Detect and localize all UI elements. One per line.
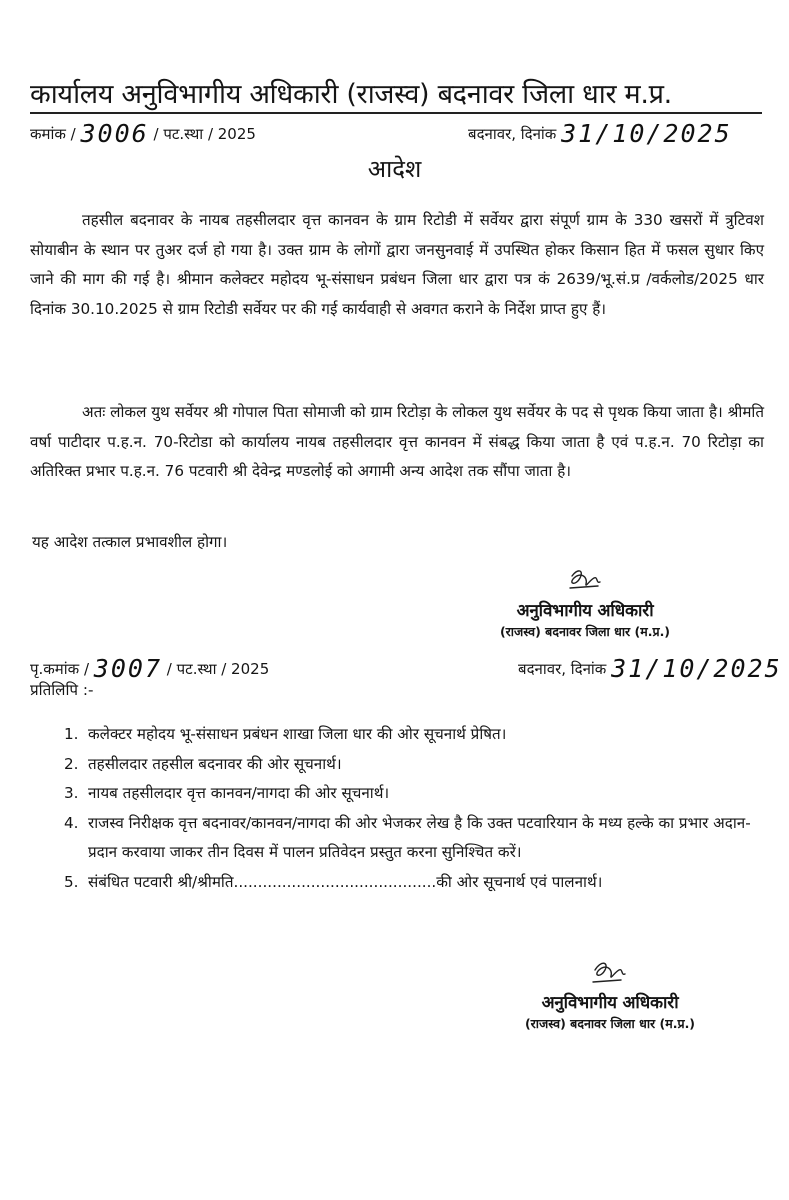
list-item-text: कलेक्टर महोदय भू-संसाधन प्रबंधन शाखा जिला धार की ओर सूचनार्थ प्रेषित। <box>88 725 507 743</box>
copy-reference-number-group <box>30 654 269 683</box>
reference-number-group <box>30 119 256 148</box>
office-title: कार्यालय अनुविभागीय अधिकारी (राजस्व) बदनावर जिला धार म.प्र. <box>30 78 762 114</box>
copy-recipients-list <box>64 720 766 897</box>
list-item-number: 2. <box>64 754 79 773</box>
signature-scribble-icon <box>575 958 645 990</box>
handwritten-date: 31/10/2025 <box>561 119 732 148</box>
signatory-office: (राजस्व) बदनावर जिला धार (म.प्र.) <box>524 1016 696 1031</box>
copy-place-date-group <box>518 654 782 683</box>
signature-block-2 <box>480 958 740 1032</box>
copy-reference-suffix: / पट.स्था / 2025 <box>166 660 270 678</box>
reference-suffix: / पट.स्था / 2025 <box>153 125 256 143</box>
signatory-office: (राजस्व) बदनावर जिला धार (म.प्र.) <box>499 624 671 639</box>
list-item-number: 5. <box>64 872 79 891</box>
copy-reference-line <box>30 648 782 683</box>
copy-to-label: प्रतिलिपि :- <box>30 681 94 699</box>
signature-scribble-icon <box>550 566 620 598</box>
list-item-text: तहसीलदार तहसील बदनावर की ओर सूचनार्थ। <box>88 754 342 773</box>
list-item <box>64 750 766 780</box>
signature-block-1 <box>455 566 715 640</box>
list-item-text: नायब तहसीलदार वृत्त कानवन/नागदा की ओर सूचनार्थ। <box>88 784 390 802</box>
order-heading: आदेश <box>367 155 422 183</box>
list-item-number: 4. <box>64 813 79 832</box>
copy-place-date-label: बदनावर, दिनांक <box>518 660 607 678</box>
place-date-group <box>468 119 732 148</box>
place-date-label: बदनावर, दिनांक <box>468 125 557 143</box>
list-item <box>64 779 766 809</box>
handwritten-copy-reference-number: 3007 <box>93 654 163 683</box>
body-paragraph-1: तहसील बदनावर के नायब तहसीलदार वृत्त कानवन के ग्राम रिटोडी में सर्वेयर द्वारा संपूर्ण ग्राम के 330 खसरों में त्रुटिवश सोयाबीन के स्थान पर तुअर दर्ज हो गया है। उक्त ग्राम के लोगों द्वारा जनसुनवाई में उपस्थित होकर किसान हित में फसल सुधार किए जाने की माग की गई है। श्रीमान कलेक्टर महोदय भू-संसाधन प्रबंधन जिला धार द्वारा पत्र कं 2639/भू.सं.प्र /वर्कलोड/2025 धार दिनांक 30.10.2025 से ग्राम रिटोडी सर्वेयर पर की गई कार्यवाही से अवगत कराने के निर्देश प्राप्त हुए हैं। <box>30 211 764 318</box>
list-item-number: 1. <box>64 725 79 743</box>
body-paragraph-2: अतः लोकल युथ सर्वेयर श्री गोपाल पिता सोमाजी को ग्राम रिटोड़ा के लोकल युथ सर्वेयर के पद से पृथक किया जाता है। श्रीमति वर्षा पाटीदार प.ह.न. 70-रिटोडा को कार्यालय नायब तहसीलदार वृत्त कानवन में संबद्ध किया जाता है एवं प.ह.न. 70 रिटोड़ा का अतिरिक्त प्रभार प.ह.न. 76 पटवारी श्री देवेन्द्र मण्डलोई को अगामी अन्य आदेश तक सौंपा जाता है। <box>30 403 764 480</box>
handwritten-reference-number: 3006 <box>80 119 149 148</box>
list-item-text: संबंधित पटवारी श्री/श्रीमति..........................................की ओर सूचनार्थ एवं पालनार्थ। <box>88 872 603 891</box>
list-item-text: राजस्व निरीक्षक वृत्त बदनावर/कानवन/नागदा की ओर भेजकर लेख है कि उक्त पटवारियान के मध्य हल्के का प्रभार अदान-प्रदान करवाया जाकर तीन दिवस में पालन प्रतिवेदन प्रस्तुत करना सुनिश्चित करें। <box>88 813 751 861</box>
effective-statement: यह आदेश तत्काल प्रभावशील होगा। <box>32 533 228 551</box>
signatory-title: अनुविभागीय अधिकारी <box>541 993 679 1013</box>
list-item-number: 3. <box>64 784 79 802</box>
reference-line <box>30 113 770 148</box>
handwritten-copy-date: 31/10/2025 <box>611 654 782 683</box>
list-item <box>64 720 766 750</box>
list-item <box>64 868 766 898</box>
copy-reference-label: पृ.कमांक / <box>30 660 90 678</box>
signatory-title: अनुविभागीय अधिकारी <box>516 601 654 621</box>
reference-label: कमांक / <box>30 125 76 143</box>
list-item <box>64 809 766 868</box>
